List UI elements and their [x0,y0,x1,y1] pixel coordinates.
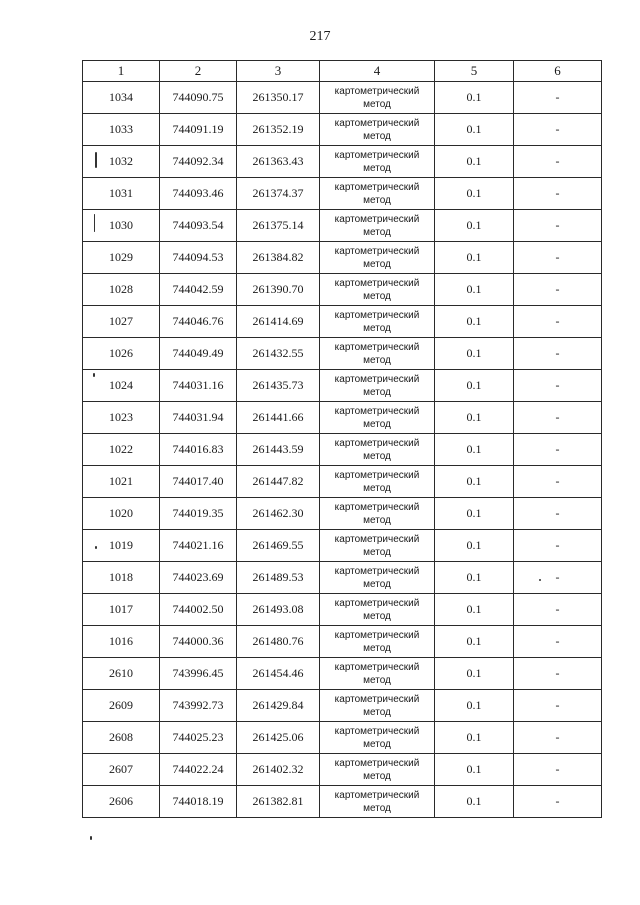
method-text: картометрический [334,309,420,321]
y-coordinate-cell: 261382.81 [237,786,320,818]
method-text: картометрический [334,373,420,385]
x-coordinate-cell: 744016.83 [160,434,237,466]
point-number-cell: 1019 [83,530,160,562]
method-text: метод [363,770,391,782]
y-coordinate-cell: 261493.08 [237,594,320,626]
y-coordinate-cell: 261454.46 [237,658,320,690]
y-coordinate-cell: 261390.70 [237,274,320,306]
accuracy-cell: 0.1 [435,274,514,306]
method-text: картометрический [334,565,420,577]
note-cell: - [514,658,602,690]
method-text: метод [363,290,391,302]
x-coordinate-cell: 744023.69 [160,562,237,594]
x-coordinate-cell: 743992.73 [160,690,237,722]
note-cell: - [514,498,602,530]
method-text: картометрический [334,533,420,545]
point-number-cell: 1017 [83,594,160,626]
y-coordinate-cell: 261429.84 [237,690,320,722]
scan-mark [90,836,92,840]
column-header: 3 [237,61,320,82]
point-number-cell: 1031 [83,178,160,210]
y-coordinate-cell: 261425.06 [237,722,320,754]
x-coordinate-cell: 744091.19 [160,114,237,146]
note-cell: - [514,82,602,114]
x-coordinate-cell: 744093.46 [160,178,237,210]
accuracy-cell: 0.1 [435,338,514,370]
method-cell [320,402,435,434]
method-text: метод [363,258,391,270]
table-row [83,530,602,562]
method-cell [320,210,435,242]
method-cell [320,274,435,306]
method-text: метод [363,802,391,814]
table-row [83,242,602,274]
method-text: картометрический [334,437,420,449]
y-coordinate-cell: 261480.76 [237,626,320,658]
scan-mark [93,373,95,377]
y-coordinate-cell: 261441.66 [237,402,320,434]
note-cell: - [514,178,602,210]
y-coordinate-cell: 261374.37 [237,178,320,210]
accuracy-cell: 0.1 [435,562,514,594]
method-text: картометрический [334,85,420,97]
method-cell [320,146,435,178]
method-text: метод [363,482,391,494]
accuracy-cell: 0.1 [435,306,514,338]
x-coordinate-cell: 744049.49 [160,338,237,370]
column-header: 4 [320,61,435,82]
table-row [83,146,602,178]
accuracy-cell: 0.1 [435,370,514,402]
accuracy-cell: 0.1 [435,466,514,498]
x-coordinate-cell: 744025.23 [160,722,237,754]
point-number-cell: 2608 [83,722,160,754]
method-text: метод [363,162,391,174]
y-coordinate-cell: 261432.55 [237,338,320,370]
method-text: метод [363,546,391,558]
accuracy-cell: 0.1 [435,658,514,690]
point-number-cell: 1024 [83,370,160,402]
accuracy-cell: 0.1 [435,498,514,530]
point-number-cell: 1029 [83,242,160,274]
method-text: метод [363,578,391,590]
note-cell: - [514,242,602,274]
scan-mark [539,579,541,581]
point-number-cell: 1021 [83,466,160,498]
point-number-cell: 2607 [83,754,160,786]
column-header: 6 [514,61,602,82]
method-text: картометрический [334,629,420,641]
accuracy-cell: 0.1 [435,146,514,178]
x-coordinate-cell: 744019.35 [160,498,237,530]
x-coordinate-cell: 744042.59 [160,274,237,306]
method-text: картометрический [334,245,420,257]
point-number-cell: 1034 [83,82,160,114]
point-number-cell: 1020 [83,498,160,530]
method-text: метод [363,194,391,206]
table-row [83,626,602,658]
point-number-cell: 1018 [83,562,160,594]
method-text: метод [363,674,391,686]
y-coordinate-cell: 261435.73 [237,370,320,402]
y-coordinate-cell: 261402.32 [237,754,320,786]
x-coordinate-cell: 744022.24 [160,754,237,786]
accuracy-cell: 0.1 [435,178,514,210]
table-row [83,434,602,466]
table-row [83,466,602,498]
accuracy-cell: 0.1 [435,114,514,146]
accuracy-cell: 0.1 [435,626,514,658]
accuracy-cell: 0.1 [435,690,514,722]
note-cell: - [514,210,602,242]
x-coordinate-cell: 744094.53 [160,242,237,274]
point-number-cell: 2610 [83,658,160,690]
x-coordinate-cell: 744021.16 [160,530,237,562]
accuracy-cell: 0.1 [435,434,514,466]
note-cell: - [514,722,602,754]
method-cell [320,530,435,562]
table-row [83,498,602,530]
method-text: картометрический [334,725,420,737]
method-text: картометрический [334,213,420,225]
method-text: метод [363,738,391,750]
x-coordinate-cell: 744002.50 [160,594,237,626]
method-cell [320,594,435,626]
scan-mark [95,546,97,549]
table-row [83,338,602,370]
x-coordinate-cell: 744031.94 [160,402,237,434]
method-text: метод [363,610,391,622]
x-coordinate-cell: 744031.16 [160,370,237,402]
method-cell [320,178,435,210]
page-number: 217 [309,29,331,44]
y-coordinate-cell: 261443.59 [237,434,320,466]
column-header: 2 [160,61,237,82]
note-cell: - [514,434,602,466]
table-row [83,754,602,786]
method-text: картометрический [334,469,420,481]
method-text: метод [363,322,391,334]
table-row [83,722,602,754]
note-cell: - [514,114,602,146]
y-coordinate-cell: 261350.17 [237,82,320,114]
y-coordinate-cell: 261447.82 [237,466,320,498]
table-row [83,402,602,434]
x-coordinate-cell: 744092.34 [160,146,237,178]
y-coordinate-cell: 261375.14 [237,210,320,242]
x-coordinate-cell: 744017.40 [160,466,237,498]
method-text: метод [363,514,391,526]
method-text: метод [363,418,391,430]
point-number-cell: 1030 [83,210,160,242]
method-cell [320,242,435,274]
method-cell [320,562,435,594]
point-number-cell: 1027 [83,306,160,338]
method-text: картометрический [334,597,420,609]
table-row [83,210,602,242]
point-number-cell: 1023 [83,402,160,434]
method-text: картометрический [334,181,420,193]
method-text: метод [363,130,391,142]
scan-mark [95,152,97,168]
accuracy-cell: 0.1 [435,786,514,818]
note-cell: - [514,146,602,178]
y-coordinate-cell: 261352.19 [237,114,320,146]
note-cell: - [514,306,602,338]
method-text: метод [363,354,391,366]
x-coordinate-cell: 744000.36 [160,626,237,658]
point-number-cell: 1016 [83,626,160,658]
y-coordinate-cell: 261489.53 [237,562,320,594]
method-cell [320,82,435,114]
method-cell [320,338,435,370]
method-text: метод [363,386,391,398]
x-coordinate-cell: 744018.19 [160,786,237,818]
note-cell: - [514,370,602,402]
method-text: метод [363,642,391,654]
table-row [83,690,602,722]
method-cell [320,786,435,818]
note-cell: - [514,466,602,498]
table-row [83,658,602,690]
accuracy-cell: 0.1 [435,402,514,434]
note-cell: - [514,626,602,658]
point-number-cell: 2609 [83,690,160,722]
coordinates-table [82,60,602,818]
note-cell: - [514,786,602,818]
x-coordinate-cell: 743996.45 [160,658,237,690]
accuracy-cell: 0.1 [435,242,514,274]
column-header: 5 [435,61,514,82]
note-cell: - [514,530,602,562]
method-cell [320,434,435,466]
table-row [83,594,602,626]
accuracy-cell: 0.1 [435,722,514,754]
note-cell: - [514,594,602,626]
method-text: картометрический [334,501,420,513]
y-coordinate-cell: 261469.55 [237,530,320,562]
table-row [83,370,602,402]
y-coordinate-cell: 261384.82 [237,242,320,274]
method-text: картометрический [334,149,420,161]
accuracy-cell: 0.1 [435,754,514,786]
x-coordinate-cell: 744046.76 [160,306,237,338]
note-cell: - [514,690,602,722]
point-number-cell: 2606 [83,786,160,818]
y-coordinate-cell: 261363.43 [237,146,320,178]
method-cell [320,754,435,786]
point-number-cell: 1022 [83,434,160,466]
table-header-row [83,61,602,82]
method-text: метод [363,706,391,718]
table-row [83,82,602,114]
method-text: картометрический [334,693,420,705]
method-cell [320,658,435,690]
point-number-cell: 1028 [83,274,160,306]
table-body [83,82,602,818]
method-cell [320,466,435,498]
accuracy-cell: 0.1 [435,530,514,562]
scan-mark [94,214,95,232]
point-number-cell: 1033 [83,114,160,146]
method-cell [320,306,435,338]
y-coordinate-cell: 261414.69 [237,306,320,338]
method-cell [320,722,435,754]
note-cell: - [514,402,602,434]
table-row [83,274,602,306]
column-header: 1 [83,61,160,82]
note-cell: - [514,754,602,786]
table-row [83,114,602,146]
table-row [83,178,602,210]
method-text: картометрический [334,405,420,417]
method-text: метод [363,450,391,462]
method-cell [320,114,435,146]
x-coordinate-cell: 744090.75 [160,82,237,114]
x-coordinate-cell: 744093.54 [160,210,237,242]
method-cell [320,626,435,658]
method-cell [320,690,435,722]
note-cell: - [514,274,602,306]
point-number-cell: 1026 [83,338,160,370]
method-text: картометрический [334,277,420,289]
point-number-cell: 1032 [83,146,160,178]
method-text: картометрический [334,117,420,129]
table-row [83,306,602,338]
method-text: метод [363,98,391,110]
note-cell: - [514,562,602,594]
y-coordinate-cell: 261462.30 [237,498,320,530]
note-cell: - [514,338,602,370]
method-cell [320,498,435,530]
accuracy-cell: 0.1 [435,82,514,114]
table-row [83,786,602,818]
table-row [83,562,602,594]
accuracy-cell: 0.1 [435,210,514,242]
method-text: картометрический [334,661,420,673]
method-text: картометрический [334,341,420,353]
method-text: метод [363,226,391,238]
method-text: картометрический [334,789,420,801]
method-text: картометрический [334,757,420,769]
method-cell [320,370,435,402]
accuracy-cell: 0.1 [435,594,514,626]
